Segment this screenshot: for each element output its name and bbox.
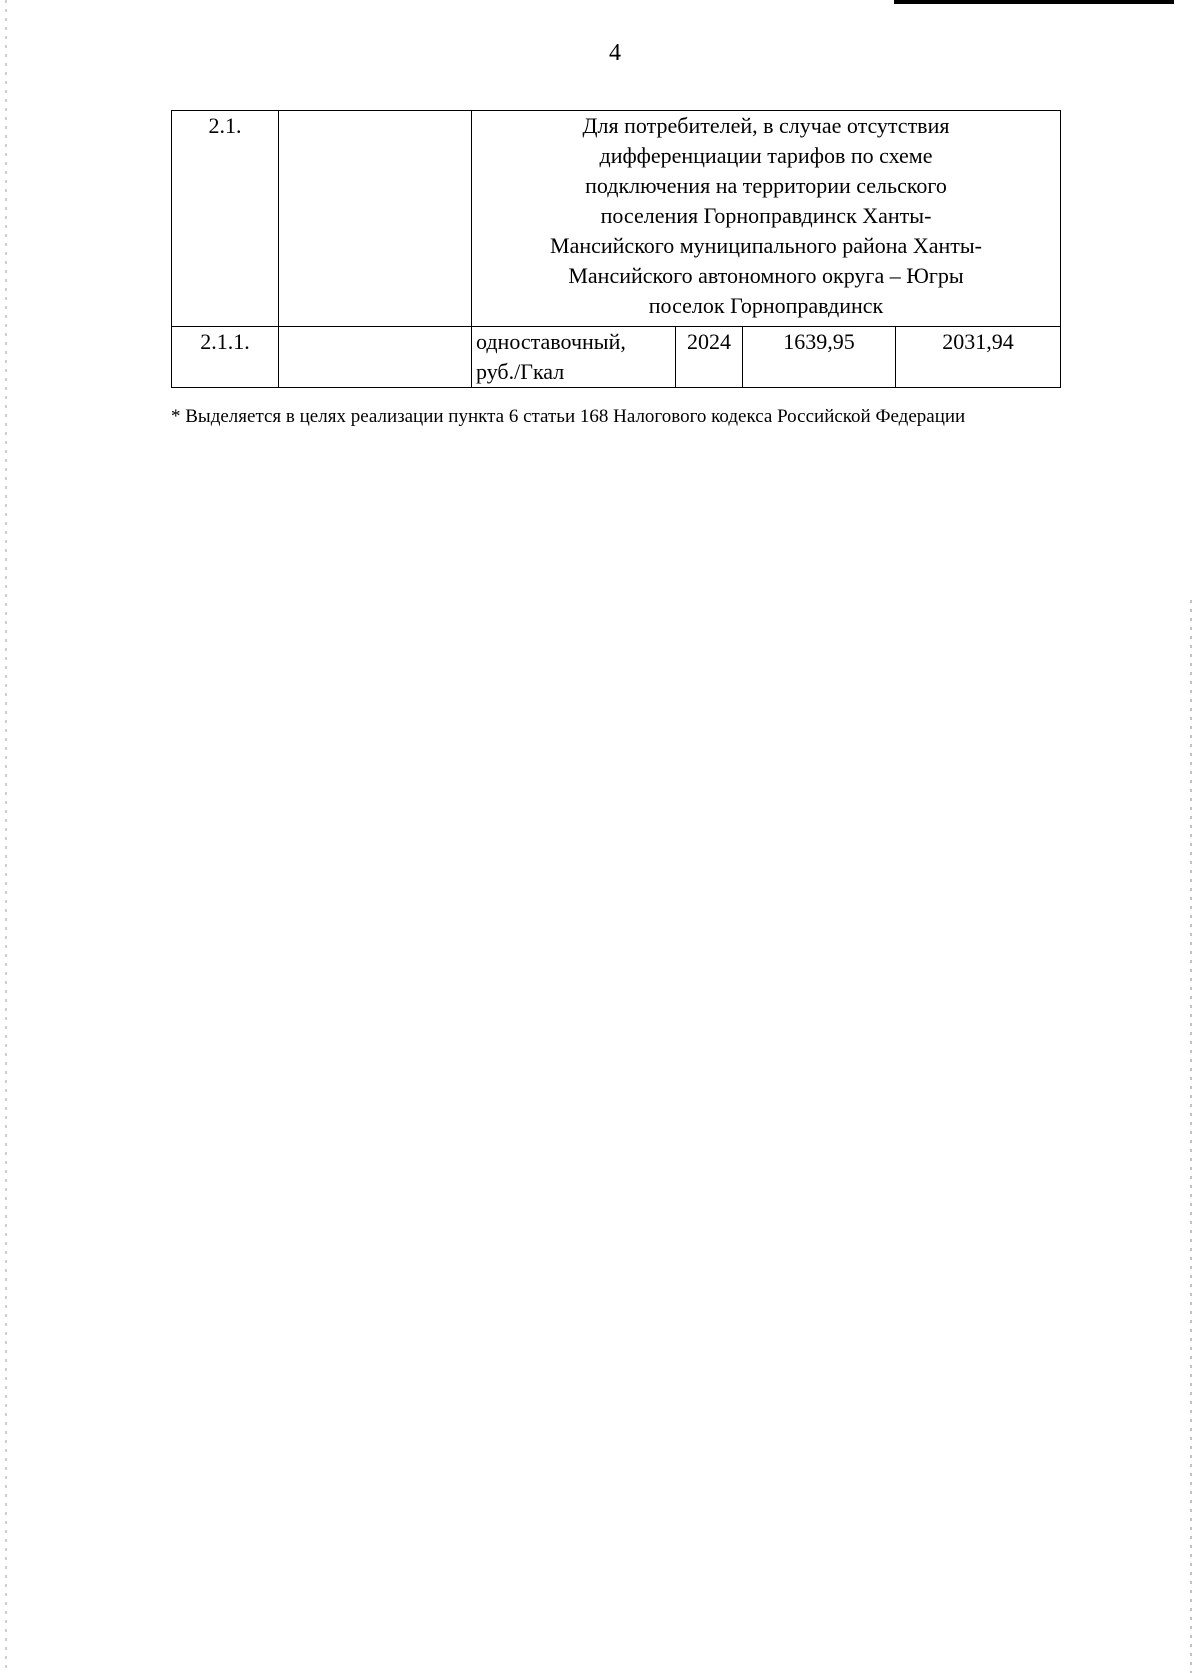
heading-line: Мансийского муниципального района Ханты- <box>550 233 982 258</box>
row-number-cell: 2.1.1. <box>172 327 279 388</box>
unit-line: руб./Гкал <box>476 359 565 384</box>
heading-line: подключения на территории сельского <box>585 173 947 198</box>
value-cell-2: 2031,94 <box>896 327 1061 388</box>
section-heading-cell <box>472 111 1061 327</box>
empty-cell <box>279 111 472 327</box>
tariff-table <box>171 110 1061 388</box>
heading-line: поселения Горноправдинск Ханты- <box>600 203 932 228</box>
heading-line: Для потребителей, в случае отсутствия <box>582 113 950 138</box>
table-row-section <box>172 111 1061 327</box>
scan-edge-right <box>1190 600 1192 1673</box>
heading-line: дифференциации тарифов по схеме <box>599 143 933 168</box>
top-edge-rule <box>894 0 1174 4</box>
empty-cell <box>279 327 472 388</box>
scan-edge-left <box>5 0 7 1673</box>
heading-line: Мансийского автономного округа – Югры <box>568 263 964 288</box>
table-row-data <box>172 327 1061 388</box>
heading-line: поселок Горноправдинск <box>648 293 884 318</box>
page-number: 4 <box>609 40 621 66</box>
value-cell-1: 1639,95 <box>743 327 896 388</box>
row-number-cell: 2.1. <box>172 111 279 327</box>
footnote: * Выделяется в целях реализации пункта 6 статьи 168 Налогового кодекса Российской Федерации <box>171 406 966 427</box>
year-cell: 2024 <box>676 327 743 388</box>
unit-line: одноставочный, <box>476 329 626 354</box>
unit-cell <box>472 327 676 388</box>
